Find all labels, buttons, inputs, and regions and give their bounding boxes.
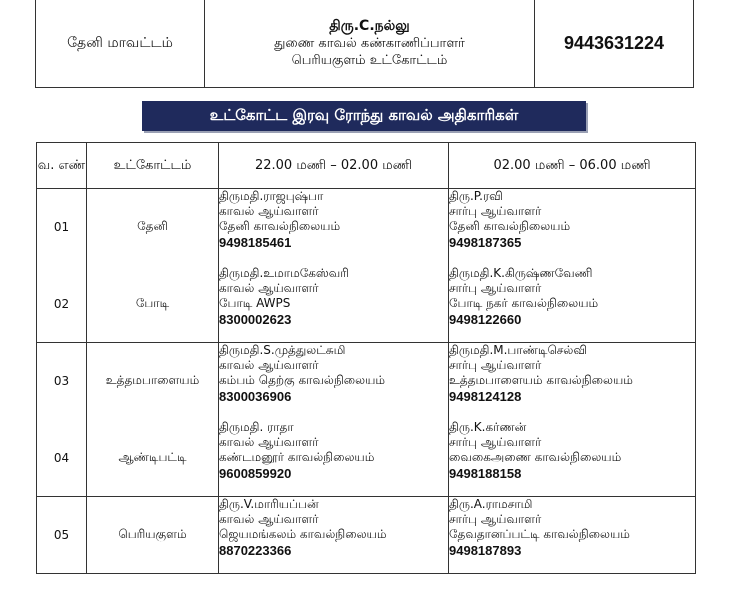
officer-rank: சார்பு ஆய்வாளர் — [449, 280, 542, 295]
officer-name: திரு.C.நல்லு — [329, 18, 410, 34]
officer-name: திருமதி.ராஜபுஷ்பா — [219, 189, 324, 203]
officer-station: தேனி காவல்நிலையம் — [449, 219, 571, 233]
shift1-officer — [219, 497, 449, 574]
officer-rank: காவல் ஆய்வாளர் — [219, 280, 319, 295]
row-number: 02 — [37, 266, 87, 343]
shift2-officer — [449, 189, 696, 266]
header-box — [35, 0, 694, 88]
shift2-officer — [449, 497, 696, 574]
officer-name: திரு.P.ரவி — [449, 189, 503, 203]
shift1-officer — [219, 343, 449, 420]
table-header-row — [37, 143, 696, 189]
officer-rank: காவல் ஆய்வாளர் — [219, 358, 319, 372]
row-subdivision: தேனி — [87, 189, 219, 266]
row-number: 03 — [37, 343, 87, 420]
officer-phone: 8300036906 — [219, 389, 292, 404]
officer-station: தேவதானப்பட்டி காவல்நிலையம் — [449, 527, 630, 541]
officer-rank: காவல் ஆய்வாளர் — [219, 204, 319, 218]
shift2-officer — [449, 266, 696, 343]
officer-rank: சார்பு ஆய்வாளர் — [449, 204, 542, 218]
shift1-officer — [219, 189, 449, 266]
officer-phone: 9498122660 — [449, 311, 522, 327]
table-row — [37, 189, 696, 266]
officer-station: உத்தமபாளையம் காவல்நிலையம் — [449, 373, 633, 387]
officer-subdivision: பெரியகுளம் உட்கோட்டம் — [291, 53, 448, 68]
duty-table — [36, 142, 696, 574]
shift1-officer — [219, 420, 449, 497]
officer-phone: 8300002623 — [219, 311, 292, 327]
officer-phone: 9498188158 — [449, 465, 522, 481]
officer-phone: 9498124128 — [449, 389, 522, 404]
row-subdivision: ஆண்டிபட்டி — [87, 420, 219, 497]
row-number: 04 — [37, 420, 87, 497]
officer-phone: 9498185461 — [219, 235, 292, 250]
shift2-officer — [449, 343, 696, 420]
officer-name: திருமதி.S.முத்துலட்சுமி — [219, 343, 346, 357]
officer-station: தேனி காவல்நிலையம் — [219, 219, 341, 233]
officer-station: போடி நகர் காவல்நிலையம் — [449, 295, 599, 310]
row-number: 05 — [37, 497, 87, 574]
officer-station: போடி AWPS — [219, 295, 291, 310]
officer-name: திருமதி.K.கிருஷ்ணவேணி — [449, 265, 593, 280]
officer-name: திருமதி. ராதா — [219, 419, 294, 434]
table-row — [37, 266, 696, 343]
district-label: தேனி மாவட்டம் — [36, 0, 205, 87]
table-row — [37, 420, 696, 497]
officer-rank: காவல் ஆய்வாளர் — [219, 434, 319, 449]
officer-phone: 8870223366 — [219, 543, 292, 558]
shift2-officer — [449, 420, 696, 497]
officer-name: திருமதி.உமாமகேஸ்வரி — [219, 265, 349, 280]
officer-rank: சார்பு ஆய்வாளர் — [449, 512, 542, 526]
officer-station: ஜெயமங்கலம் காவல்நிலையம் — [219, 527, 387, 541]
col-header-shift2: 02.00 மணி – 06.00 மணி — [449, 143, 696, 189]
row-subdivision: பெரியகுளம் — [87, 497, 219, 574]
officer-name: திரு.K.கர்ணன் — [449, 419, 527, 434]
row-subdivision: போடி — [87, 266, 219, 343]
officer-rank: சார்பு ஆய்வாளர் — [449, 434, 542, 449]
section-banner: உட்கோட்ட இரவு ரோந்து காவல் அதிகாரிகள் — [142, 101, 586, 131]
row-subdivision: உத்தமபாளையம் — [87, 343, 219, 420]
officer-name: திருமதி.M.பாண்டிசெல்வி — [449, 343, 588, 357]
officer-rank: சார்பு ஆய்வாளர் — [449, 358, 542, 372]
row-number: 01 — [37, 189, 87, 266]
col-header-shift1: 22.00 மணி – 02.00 மணி — [219, 143, 449, 189]
table-row — [37, 497, 696, 574]
col-header-no: வ. எண் — [37, 143, 87, 189]
officer-info — [205, 0, 535, 87]
officer-designation: துணை காவல் கண்காணிப்பாளர் — [274, 36, 465, 51]
officer-name: திரு.V.மாரியப்பன் — [219, 497, 319, 511]
officer-station: கண்டமனூர் காவல்நிலையம் — [219, 449, 375, 464]
col-header-subdivision: உட்கோட்டம் — [87, 143, 219, 189]
officer-phone: 9498187365 — [449, 235, 522, 250]
officer-station: கம்பம் தெற்கு காவல்நிலையம் — [219, 373, 386, 387]
officer-rank: காவல் ஆய்வாளர் — [219, 512, 319, 526]
officer-station: வைகைஅணை காவல்நிலையம் — [449, 449, 622, 464]
shift1-officer — [219, 266, 449, 343]
officer-phone: 9498187893 — [449, 543, 522, 558]
officer-name: திரு.A.ராமசாமி — [449, 497, 533, 511]
officer-phone: 9600859920 — [219, 465, 292, 481]
officer-phone: 9443631224 — [563, 33, 665, 53]
table-row — [37, 343, 696, 420]
